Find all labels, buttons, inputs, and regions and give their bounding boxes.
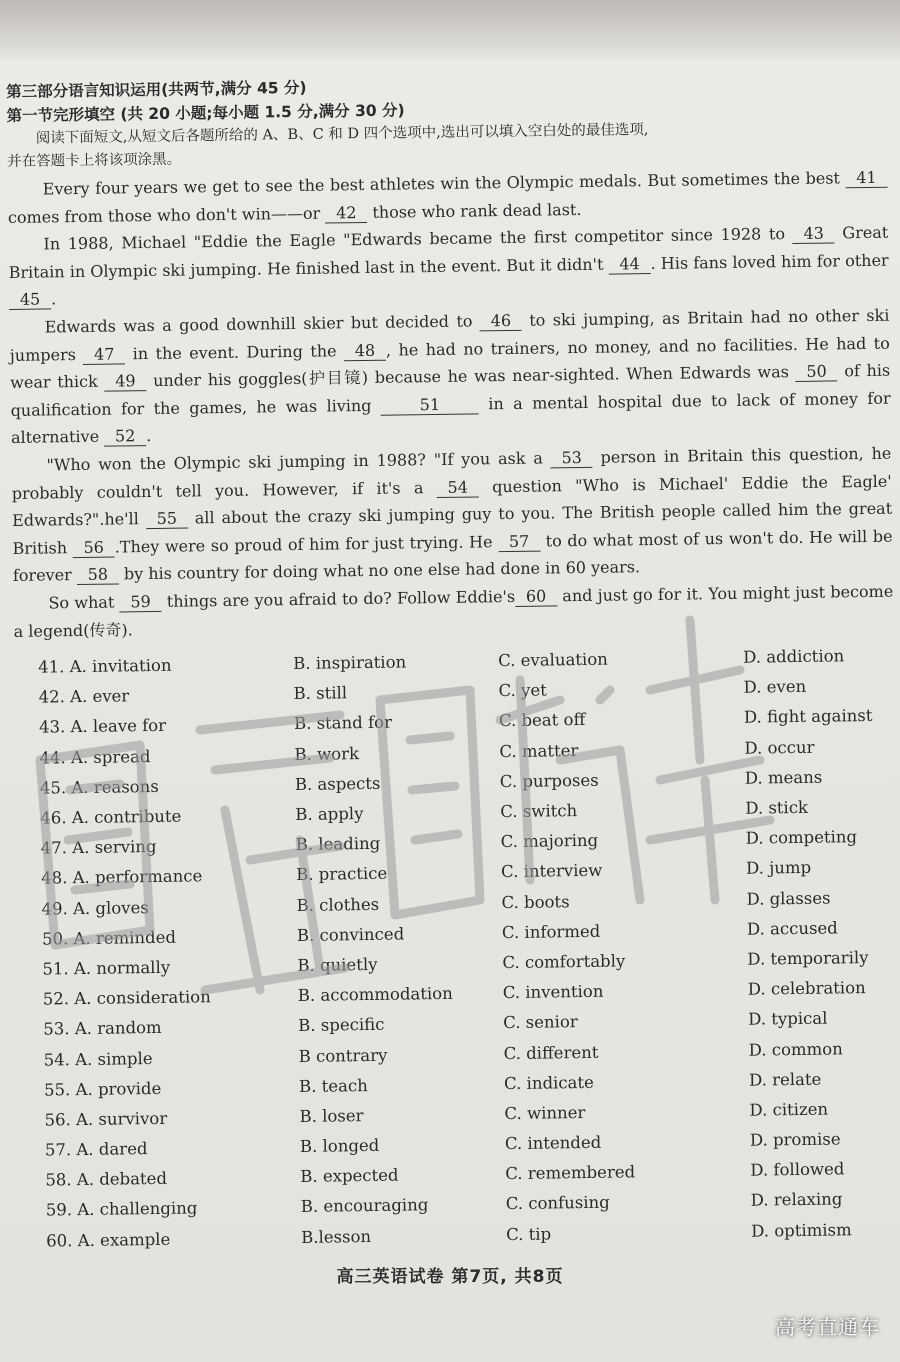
passage-text: So what <box>48 592 120 613</box>
passage-text: all about the crazy ski jumping guy to you. The British people called him the great British <box>12 498 893 558</box>
option-58-D: D. followed <box>750 1159 845 1180</box>
blank-52: 52 <box>104 427 146 447</box>
option-56-D: D. citizen <box>749 1099 829 1120</box>
option-48-A: 48. A. performance <box>41 866 203 888</box>
option-42-C: C. yet <box>498 680 547 701</box>
passage-text: those who rank dead last. <box>367 199 582 222</box>
passage-text: . His fans loved him for other <box>650 250 889 273</box>
option-60-A: 60. A. example <box>46 1229 171 1251</box>
section-title: 第一节完形填空 (共 20 小题;每小题 1.5 分,满分 30 分) <box>6 101 405 125</box>
part-title: 第三部分语言知识运用(共两节,满分 45 分) <box>6 78 307 101</box>
option-46-D: D. stick <box>745 797 809 818</box>
option-45-A: 45. A. reasons <box>39 776 159 798</box>
option-52-C: C. invention <box>502 981 604 1003</box>
option-59-B: B. encouraging <box>300 1195 429 1217</box>
option-48-B: B. practice <box>295 864 388 885</box>
option-50-A: 50. A. reminded <box>41 927 177 949</box>
blank-47: 47 <box>83 345 125 365</box>
option-43-B: B. stand for <box>293 713 393 734</box>
option-43-A: 43. A. leave for <box>38 716 167 738</box>
option-48-C: C. interview <box>500 861 603 882</box>
passage-text: .They were so proud of him for just trying. He <box>114 531 499 557</box>
passage-text: under his goggles(护目镜) because he was near-sighted. When Edwards was <box>146 362 796 391</box>
passage-text: question "Who is Michael' Eddie the Eagle' Edwards?".he'll <box>12 471 892 531</box>
option-47-D: D. competing <box>745 827 858 848</box>
option-59-D: D. relaxing <box>750 1189 843 1211</box>
passage-text: , he had no trainers, no money, and no facilities. He had to wear thick <box>10 333 890 393</box>
blank-46: 46 <box>480 312 522 332</box>
option-44-C: C. matter <box>499 740 579 761</box>
passage-text: In 1988, Michael "Eddie the Eagle "Edwards became the first competitor since 1928 to <box>43 224 793 254</box>
blank-59: 59 <box>119 593 161 613</box>
blank-44: 44 <box>608 255 650 275</box>
option-52-D: D. celebration <box>747 978 866 999</box>
option-44-B: B. work <box>294 743 360 764</box>
blank-60: 60 <box>515 587 557 607</box>
option-59-C: C. confusing <box>505 1193 610 1214</box>
option-49-B: B. clothes <box>296 894 380 915</box>
option-47-C: C. majoring <box>500 831 599 852</box>
page-footer: 高三英语试卷 第7页, 共8页 <box>336 1267 564 1287</box>
option-56-A: 56. A. survivor <box>44 1108 168 1130</box>
option-46-A: 46. A. contribute <box>40 806 182 828</box>
option-50-B: B. convinced <box>296 924 405 945</box>
option-57-C: C. intended <box>504 1132 602 1154</box>
passage-text: to do what most of us won't do. He will be forever <box>12 526 893 586</box>
passage-text: in the event. During the <box>125 340 345 363</box>
passage-text: "Who won the Olympic ski jumping in 1988? "If you ask a <box>46 448 551 475</box>
option-59-A: 59. A. challenging <box>45 1198 198 1221</box>
option-54-D: D. common <box>748 1038 843 1060</box>
option-53-C: C. senior <box>503 1012 578 1033</box>
passage-text: Great Britain in Olympic ski jumping. He finished last in the event. But it didn't <box>8 222 889 282</box>
passage-text: comes from those who don't win——or <box>7 203 326 227</box>
option-47-B: B. leading <box>295 834 381 855</box>
option-60-C: C. tip <box>506 1224 552 1244</box>
option-44-D: D. occur <box>744 737 815 758</box>
blank-58: 58 <box>77 566 119 586</box>
option-57-D: D. promise <box>749 1129 841 1150</box>
option-55-A: 55. A. provide <box>43 1078 162 1100</box>
option-41-C: C. evaluation <box>498 649 608 671</box>
passage-text: and just go for it. You might just become a legend(传奇). <box>13 581 894 641</box>
option-53-B: B. specific <box>298 1015 385 1036</box>
passage-text: Every four years we get to see the best athletes win the Olympic medals. But sometimes the best <box>42 168 846 199</box>
option-55-C: C. indicate <box>503 1072 594 1093</box>
option-54-C: C. different <box>503 1042 599 1063</box>
option-56-B: B. loser <box>299 1106 364 1126</box>
option-57-A: 57. A. dared <box>44 1139 148 1160</box>
option-42-D: D. even <box>743 677 807 698</box>
option-48-D: D. jump <box>745 858 812 879</box>
option-49-A: 49. A. gloves <box>41 897 149 919</box>
option-50-C: C. informed <box>501 921 601 942</box>
passage-text: . <box>146 426 152 446</box>
option-55-B: B. teach <box>298 1075 368 1096</box>
option-51-D: D. temporarily <box>747 948 869 969</box>
option-53-A: 53. A. random <box>43 1018 162 1039</box>
option-52-A: 52. A. consideration <box>42 987 211 1009</box>
option-46-B: B. apply <box>295 804 364 825</box>
option-58-A: 58. A. debated <box>45 1169 168 1190</box>
corner-watermark: 高考直通车 <box>775 1315 880 1339</box>
instruction-line-1: 阅读下面短文,从短文后各题所给的 A、B、C 和 D 四个选项中,选出可以填入空白处的最佳选项, <box>35 122 649 147</box>
option-51-B: B. quietly <box>297 954 378 975</box>
option-54-A: 54. A. simple <box>43 1048 153 1070</box>
option-51-A: 51. A. normally <box>42 957 171 979</box>
blank-50: 50 <box>795 363 837 383</box>
option-41-B: B. inspiration <box>293 652 407 674</box>
blank-48: 48 <box>344 341 386 361</box>
option-43-C: C. beat off <box>498 710 586 731</box>
blank-45: 45 <box>9 291 51 311</box>
instruction-line-2: 并在答题卡上将该项涂黑。 <box>7 151 182 170</box>
option-47-A: 47. A. serving <box>40 837 157 858</box>
option-53-D: D. typical <box>748 1008 828 1030</box>
option-55-D: D. relate <box>748 1069 822 1090</box>
option-57-B: B. longed <box>299 1135 380 1157</box>
option-46-C: C. switch <box>500 801 578 822</box>
option-58-B: B. expected <box>300 1165 399 1187</box>
blank-56: 56 <box>73 538 115 558</box>
option-52-B: B. accommodation <box>297 984 453 1006</box>
option-42-A: 42. A. ever <box>38 686 130 707</box>
blank-55: 55 <box>146 510 188 530</box>
option-45-C: C. purposes <box>499 770 599 792</box>
option-42-B: B. still <box>293 683 348 704</box>
passage-text: . <box>50 289 57 309</box>
blank-49: 49 <box>104 372 146 392</box>
blank-42: 42 <box>325 204 367 224</box>
blank-51: 51 <box>381 395 479 415</box>
passage-text: by his country for doing what no one else had done in 60 years. <box>118 557 641 584</box>
option-56-C: C. winner <box>504 1102 586 1124</box>
option-41-A: 41. A. invitation <box>38 655 172 677</box>
option-50-D: D. accused <box>746 918 838 939</box>
blank-43: 43 <box>793 225 835 245</box>
option-45-D: D. means <box>744 767 823 788</box>
option-43-D: D. fight against <box>743 706 873 728</box>
option-60-D: D. optimism <box>751 1219 852 1241</box>
blank-57: 57 <box>498 532 540 552</box>
option-49-C: C. boots <box>501 891 570 912</box>
option-60-B: B.lesson <box>301 1226 372 1247</box>
passage-text: things are you afraid to do? Follow Eddie's <box>161 586 516 611</box>
passage-text: Edwards was a good downhill skier but decided to <box>44 311 481 337</box>
option-58-C: C. remembered <box>505 1162 636 1184</box>
blank-53: 53 <box>551 449 593 469</box>
passage-text: of his qualification for the games, he was living <box>10 360 891 420</box>
option-51-C: C. comfortably <box>502 951 626 973</box>
option-44-A: 44. A. spread <box>39 746 151 768</box>
option-41-D: D. addiction <box>743 646 845 667</box>
option-45-B: B. aspects <box>294 773 381 794</box>
option-54-B: B contrary <box>298 1045 388 1066</box>
blank-41: 41 <box>845 169 887 189</box>
passage-text: in a mental hospital due to lack of money for alternative <box>10 388 891 448</box>
passage-text: to ski jumping, as Britain had no other ski jumpers <box>9 305 890 365</box>
blank-54: 54 <box>437 478 479 498</box>
passage-text: person in Britain this question, he probably couldn't tell you. However, if it's a <box>11 443 892 503</box>
option-49-D: D. glasses <box>746 888 831 909</box>
